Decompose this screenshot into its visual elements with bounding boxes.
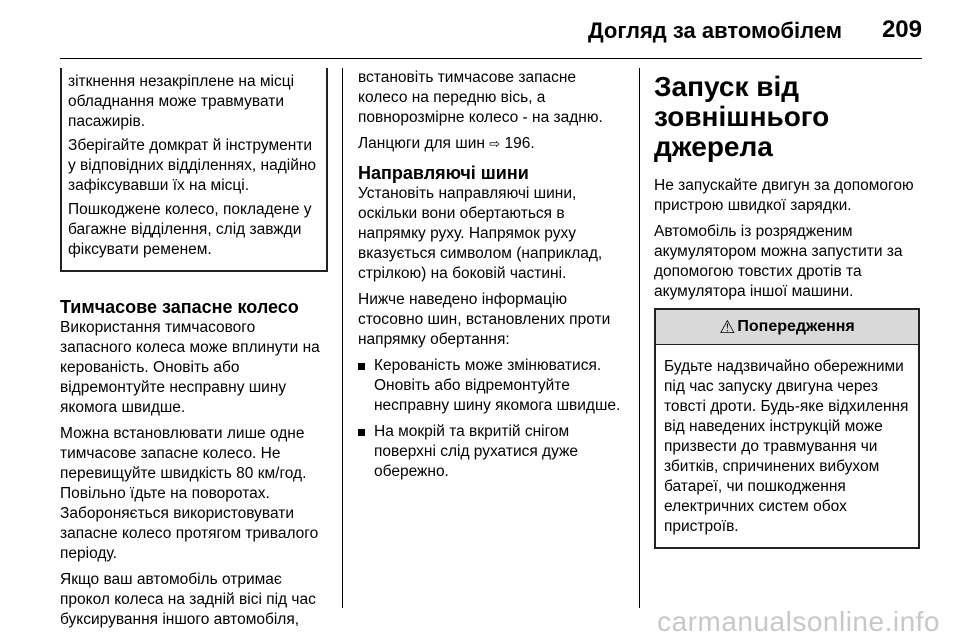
section-heading-directional-tyres: Направляючі шини — [358, 163, 529, 183]
paragraph: Якщо ваш автомобіль отримає прокол колеса на задній вісі під час буксирування іншого автомобіля, — [60, 571, 316, 628]
paragraph: Не запускайте двигун за допомогою пристрою швидкої зарядки. — [654, 177, 914, 214]
warning-box — [654, 308, 920, 549]
page-number: 209 — [881, 16, 922, 43]
watermark: carmanualsonline.info — [657, 606, 940, 637]
header-divider — [60, 58, 922, 59]
column-1 — [60, 68, 328, 636]
cross-reference-text: Ланцюги для шин — [358, 135, 485, 152]
list-item: На мокрій та вкритій снігом поверхні слід рухатися дуже обережно. — [358, 422, 622, 482]
cross-reference-page: 196. — [504, 135, 535, 152]
bullet-list — [358, 356, 622, 482]
warning-header — [656, 310, 918, 345]
paragraph: Можна встановлювати лише одне тимчасове запасне колесо. Не перевищуйте швидкість 80 км/год. Повільно їдьте на поворотах. Забороняється використовувати запасне колесо протягом тривалого періоду. — [60, 425, 319, 562]
paragraph: Використання тимчасового запасного колеса може вплинути на керованість. Оновіть або відремонтуйте несправну шину якомога швидше. — [60, 319, 320, 416]
page-ref-arrow-icon: ⇨ — [489, 136, 501, 151]
paragraph: Нижче наведено інформацію стосовно шин, встановлених проти напрямку обертання: — [358, 291, 611, 348]
column-2 — [358, 68, 622, 488]
box-paragraph: зіткнення незакріплене на місці обладнання може травмувати пасажирів. — [68, 73, 295, 130]
box-paragraph: Пошкоджене колесо, покладене у багажне відділення, слід завжди фіксувати ременем. — [68, 201, 312, 258]
warning-body — [656, 345, 918, 547]
list-item: Керованість може змінюватися. Оновіть або відремонтуйте несправну шину якомога швидше. — [358, 356, 622, 416]
cross-reference — [358, 134, 622, 154]
section-heading-jump-start: Запуск від зовнішнього джерела — [654, 71, 830, 162]
paragraph: Установіть направляючі шини, оскільки вони обертаються в напрямку руху. Напрямок руху вказується символом (наприклад, стрілкою) на боковій частині. — [358, 185, 603, 282]
column-3 — [654, 68, 920, 549]
box-paragraph: Зберігайте домкрат й інструменти у відповідних відділеннях, надійно зафіксувавши їх на місці. — [68, 137, 317, 194]
column-divider-2 — [639, 68, 640, 608]
warning-triangle-icon: ⚠ — [719, 316, 736, 337]
section-title: Догляд за автомобілем — [587, 18, 842, 43]
section-heading-spare-wheel: Тимчасове запасне колесо — [60, 297, 299, 317]
paragraph: встановіть тимчасове запасне колесо на передню вісь, а повнорозмірне колесо - на задню. — [358, 69, 603, 126]
paragraph: Автомобіль із розрядженим акумулятором можна запустити за допомогою товстих дротів та акумулятора іншої машини. — [654, 223, 903, 300]
warning-text: Будьте надзвичайно обережними під час запуску двигуна через товсті дроти. Будь-яке відхилення від наведених інструкцій може призвести до травмування чи збитків, спричинених вибухом батареї, чи пошкодження електричних систем обох пристроїв. — [664, 358, 909, 535]
warning-continuation-box — [60, 68, 328, 272]
warning-title: Попередження — [737, 318, 855, 335]
column-divider-1 — [342, 68, 343, 608]
